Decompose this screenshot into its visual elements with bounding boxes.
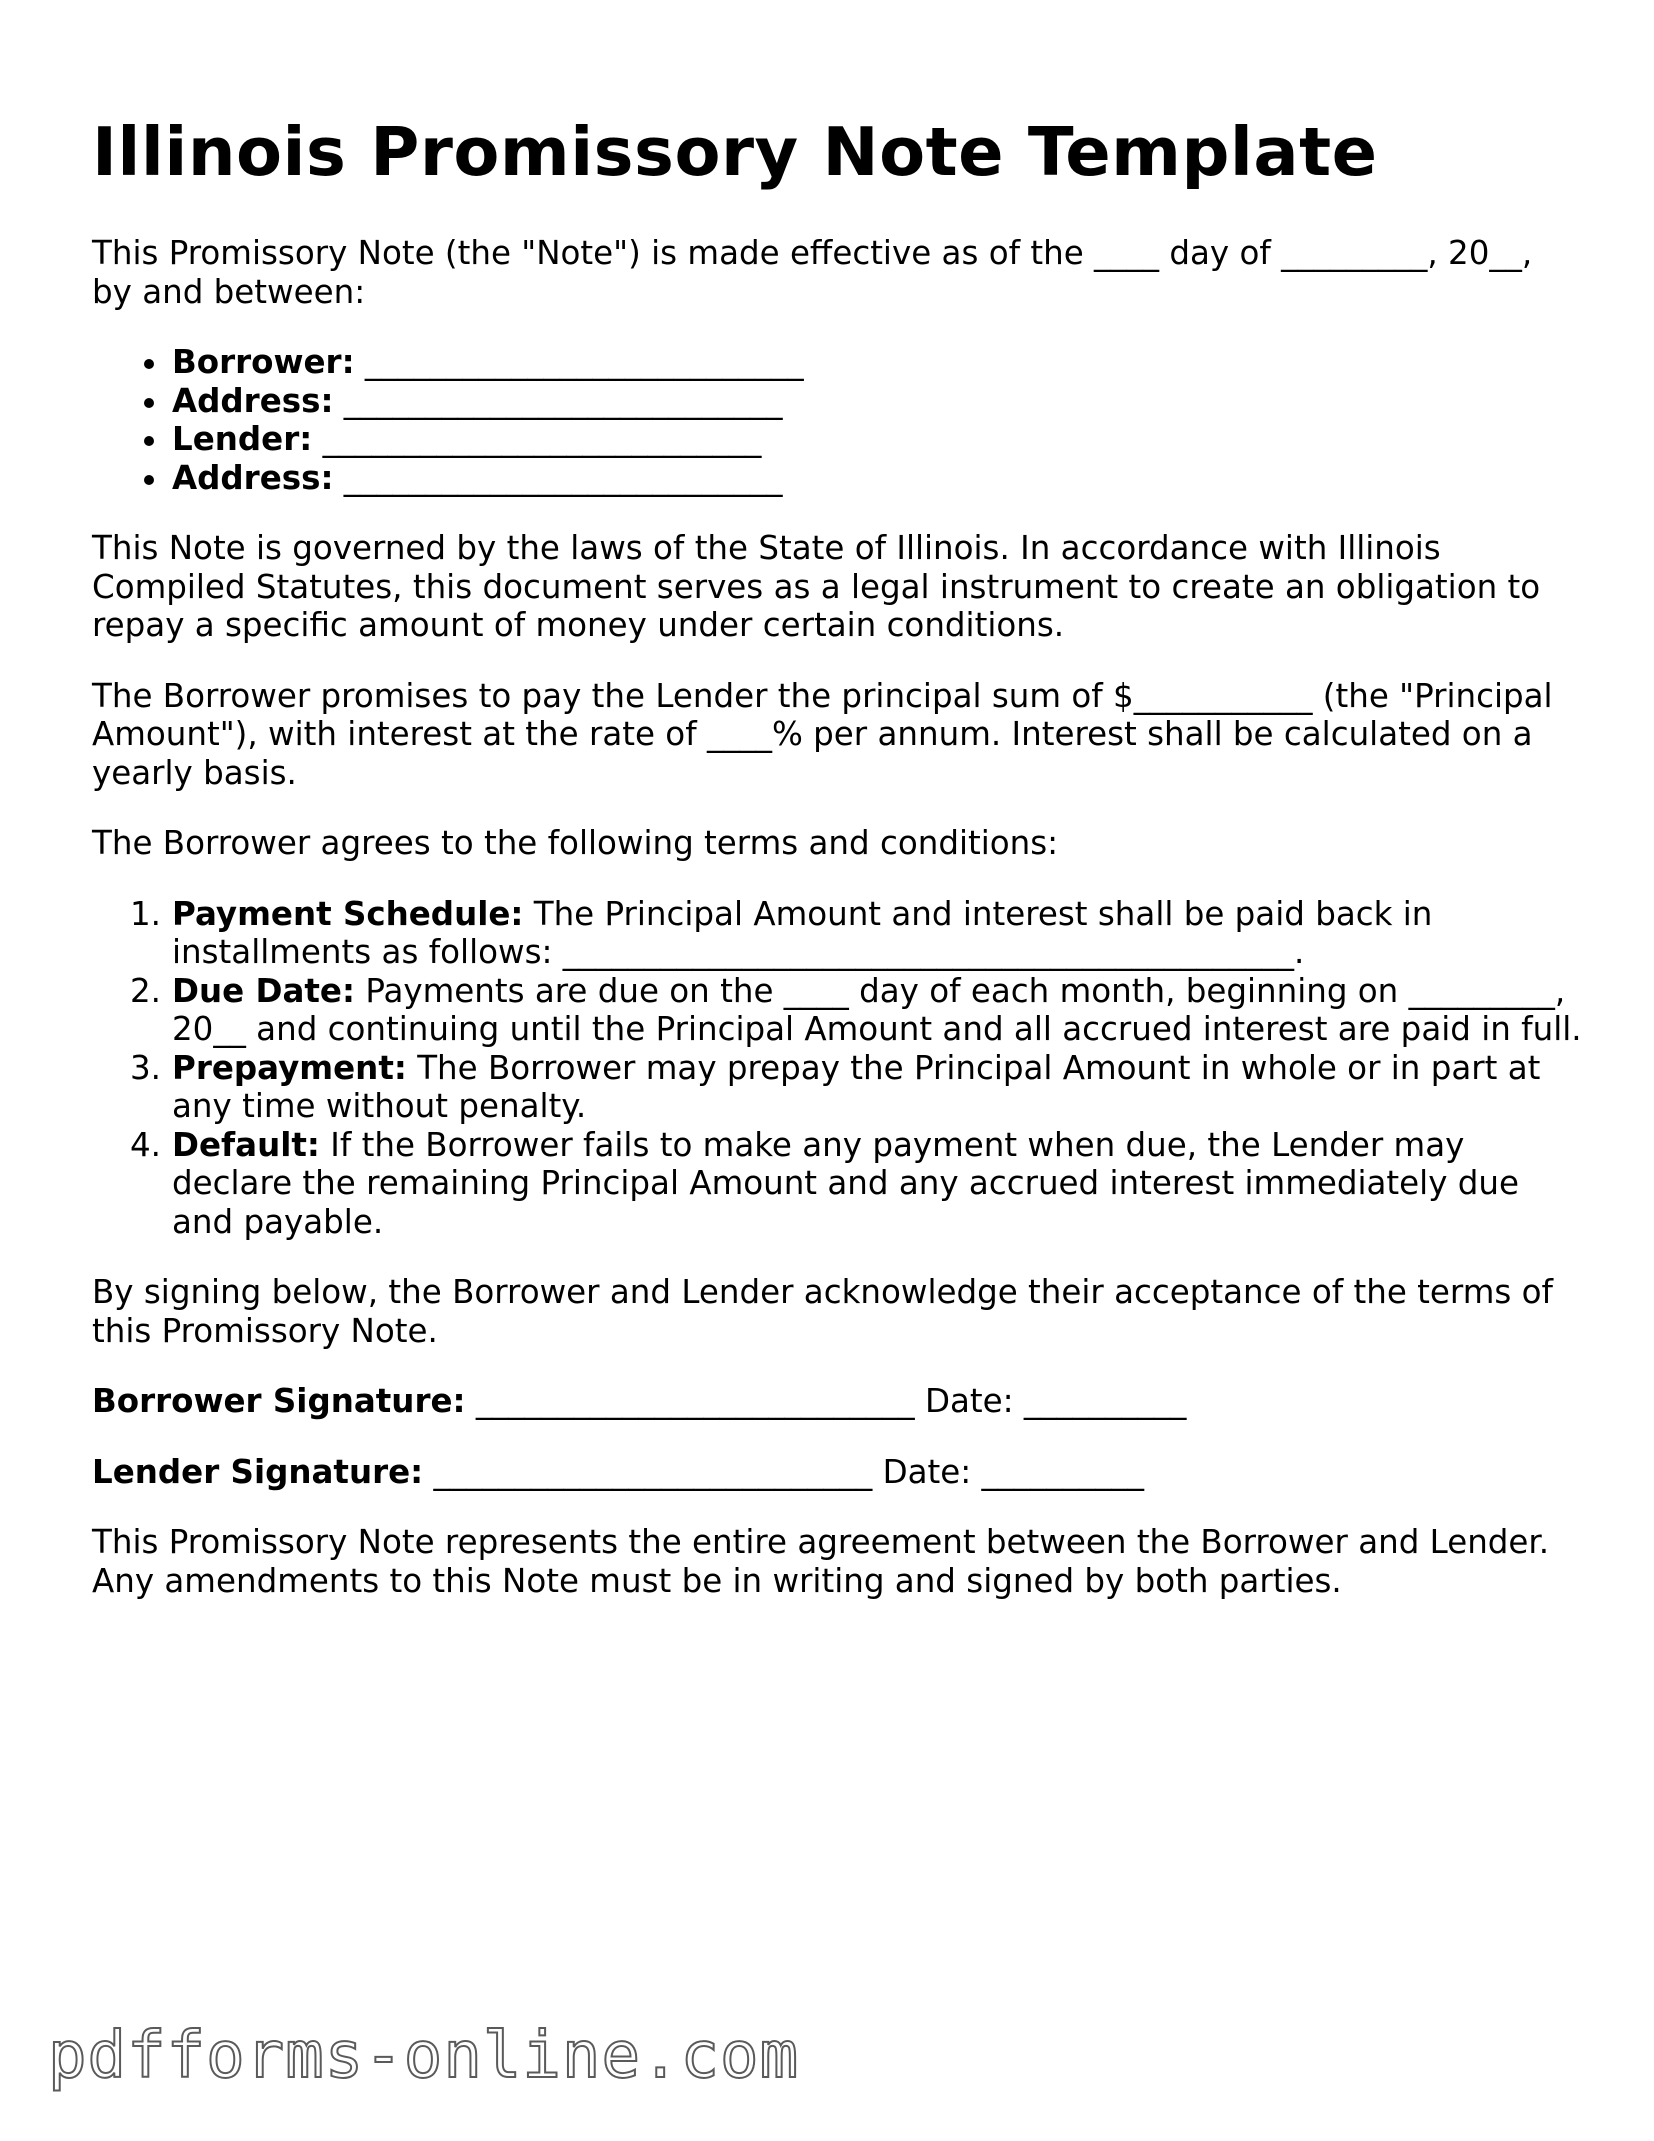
intro-paragraph: This Promissory Note (the "Note") is made effective as of the ____ day of _________, 20__, by and between: <box>92 234 1533 311</box>
party-blank: ___________________________ <box>364 343 804 381</box>
party-label: Address: <box>172 381 334 420</box>
party-blank: ___________________________ <box>343 381 783 420</box>
party-label: Address: <box>172 458 334 497</box>
term-due-date <box>130 971 1582 1049</box>
party-borrower <box>172 343 1582 382</box>
terms-intro: The Borrower agrees to the following terms and conditions: <box>92 824 1059 862</box>
term-label: Default: <box>172 1125 320 1164</box>
lender-signature-line <box>92 1453 1582 1492</box>
party-lender <box>172 420 1582 459</box>
term-payment-schedule <box>130 894 1582 972</box>
lender-signature-label: Lender Signature: <box>92 1452 424 1491</box>
term-text: The Borrower may prepay the Principal Amount in whole or in part at any time without penalty. <box>172 1048 1541 1125</box>
terms-list <box>92 895 1582 1242</box>
term-number: 3. <box>130 1048 162 1087</box>
term-label: Due Date: <box>172 971 355 1010</box>
term-text: Payments are due on the ____ day of each month, beginning on _________, 20__ and continuing until the Principal Amount and all accrued interest are paid in full. <box>172 971 1582 1048</box>
term-number: 2. <box>130 971 162 1010</box>
party-label: Lender: <box>172 420 313 458</box>
acknowledgement-paragraph: By signing below, the Borrower and Lender acknowledge their acceptance of the terms of this Promissory Note. <box>92 1273 1553 1350</box>
borrower-signature-label: Borrower Signature: <box>92 1382 466 1420</box>
party-blank: ___________________________ <box>343 458 783 497</box>
term-text: The Principal Amount and interest shall be paid back in installments as follows: _____________________________________________. <box>172 894 1433 971</box>
document-page <box>92 112 1582 1632</box>
party-blank: ___________________________ <box>322 420 762 458</box>
closing-paragraph: This Promissory Note represents the entire agreement between the Borrower and Lender. Any amendments to this Note must be in writing and signed by both parties. <box>92 1523 1550 1600</box>
watermark-text: pdfforms-online.com <box>48 2019 800 2093</box>
borrower-signature-line <box>92 1382 1582 1421</box>
borrower-signature-blank: ___________________________ Date: __________ <box>475 1382 1187 1420</box>
term-number: 4. <box>130 1125 162 1164</box>
term-number: 1. <box>130 894 162 933</box>
lender-signature-blank: ___________________________ Date: __________ <box>433 1452 1145 1491</box>
term-label: Payment Schedule: <box>172 894 524 933</box>
term-prepayment <box>130 1048 1582 1126</box>
principal-paragraph: The Borrower promises to pay the Lender the principal sum of $___________ (the "Principal Amount"), with interest at the rate of ____% per annum. Interest shall be calculated on a yearly basis. <box>92 676 1553 792</box>
party-lender-address <box>172 459 1582 498</box>
term-default <box>130 1125 1582 1242</box>
document-title: Illinois Promissory Note Template <box>92 113 1378 191</box>
party-borrower-address <box>172 382 1582 421</box>
party-label: Borrower: <box>172 343 355 381</box>
term-label: Prepayment: <box>172 1048 407 1087</box>
parties-list <box>92 343 1582 497</box>
governing-law-paragraph: This Note is governed by the laws of the State of Illinois. In accordance with Illinois Compiled Statutes, this document serves as a legal instrument to create an obligation to repay a specific amount of money under certain conditions. <box>92 529 1541 644</box>
term-text: If the Borrower fails to make any payment when due, the Lender may declare the remaining Principal Amount and any accrued interest immediately due and payable. <box>172 1125 1519 1241</box>
